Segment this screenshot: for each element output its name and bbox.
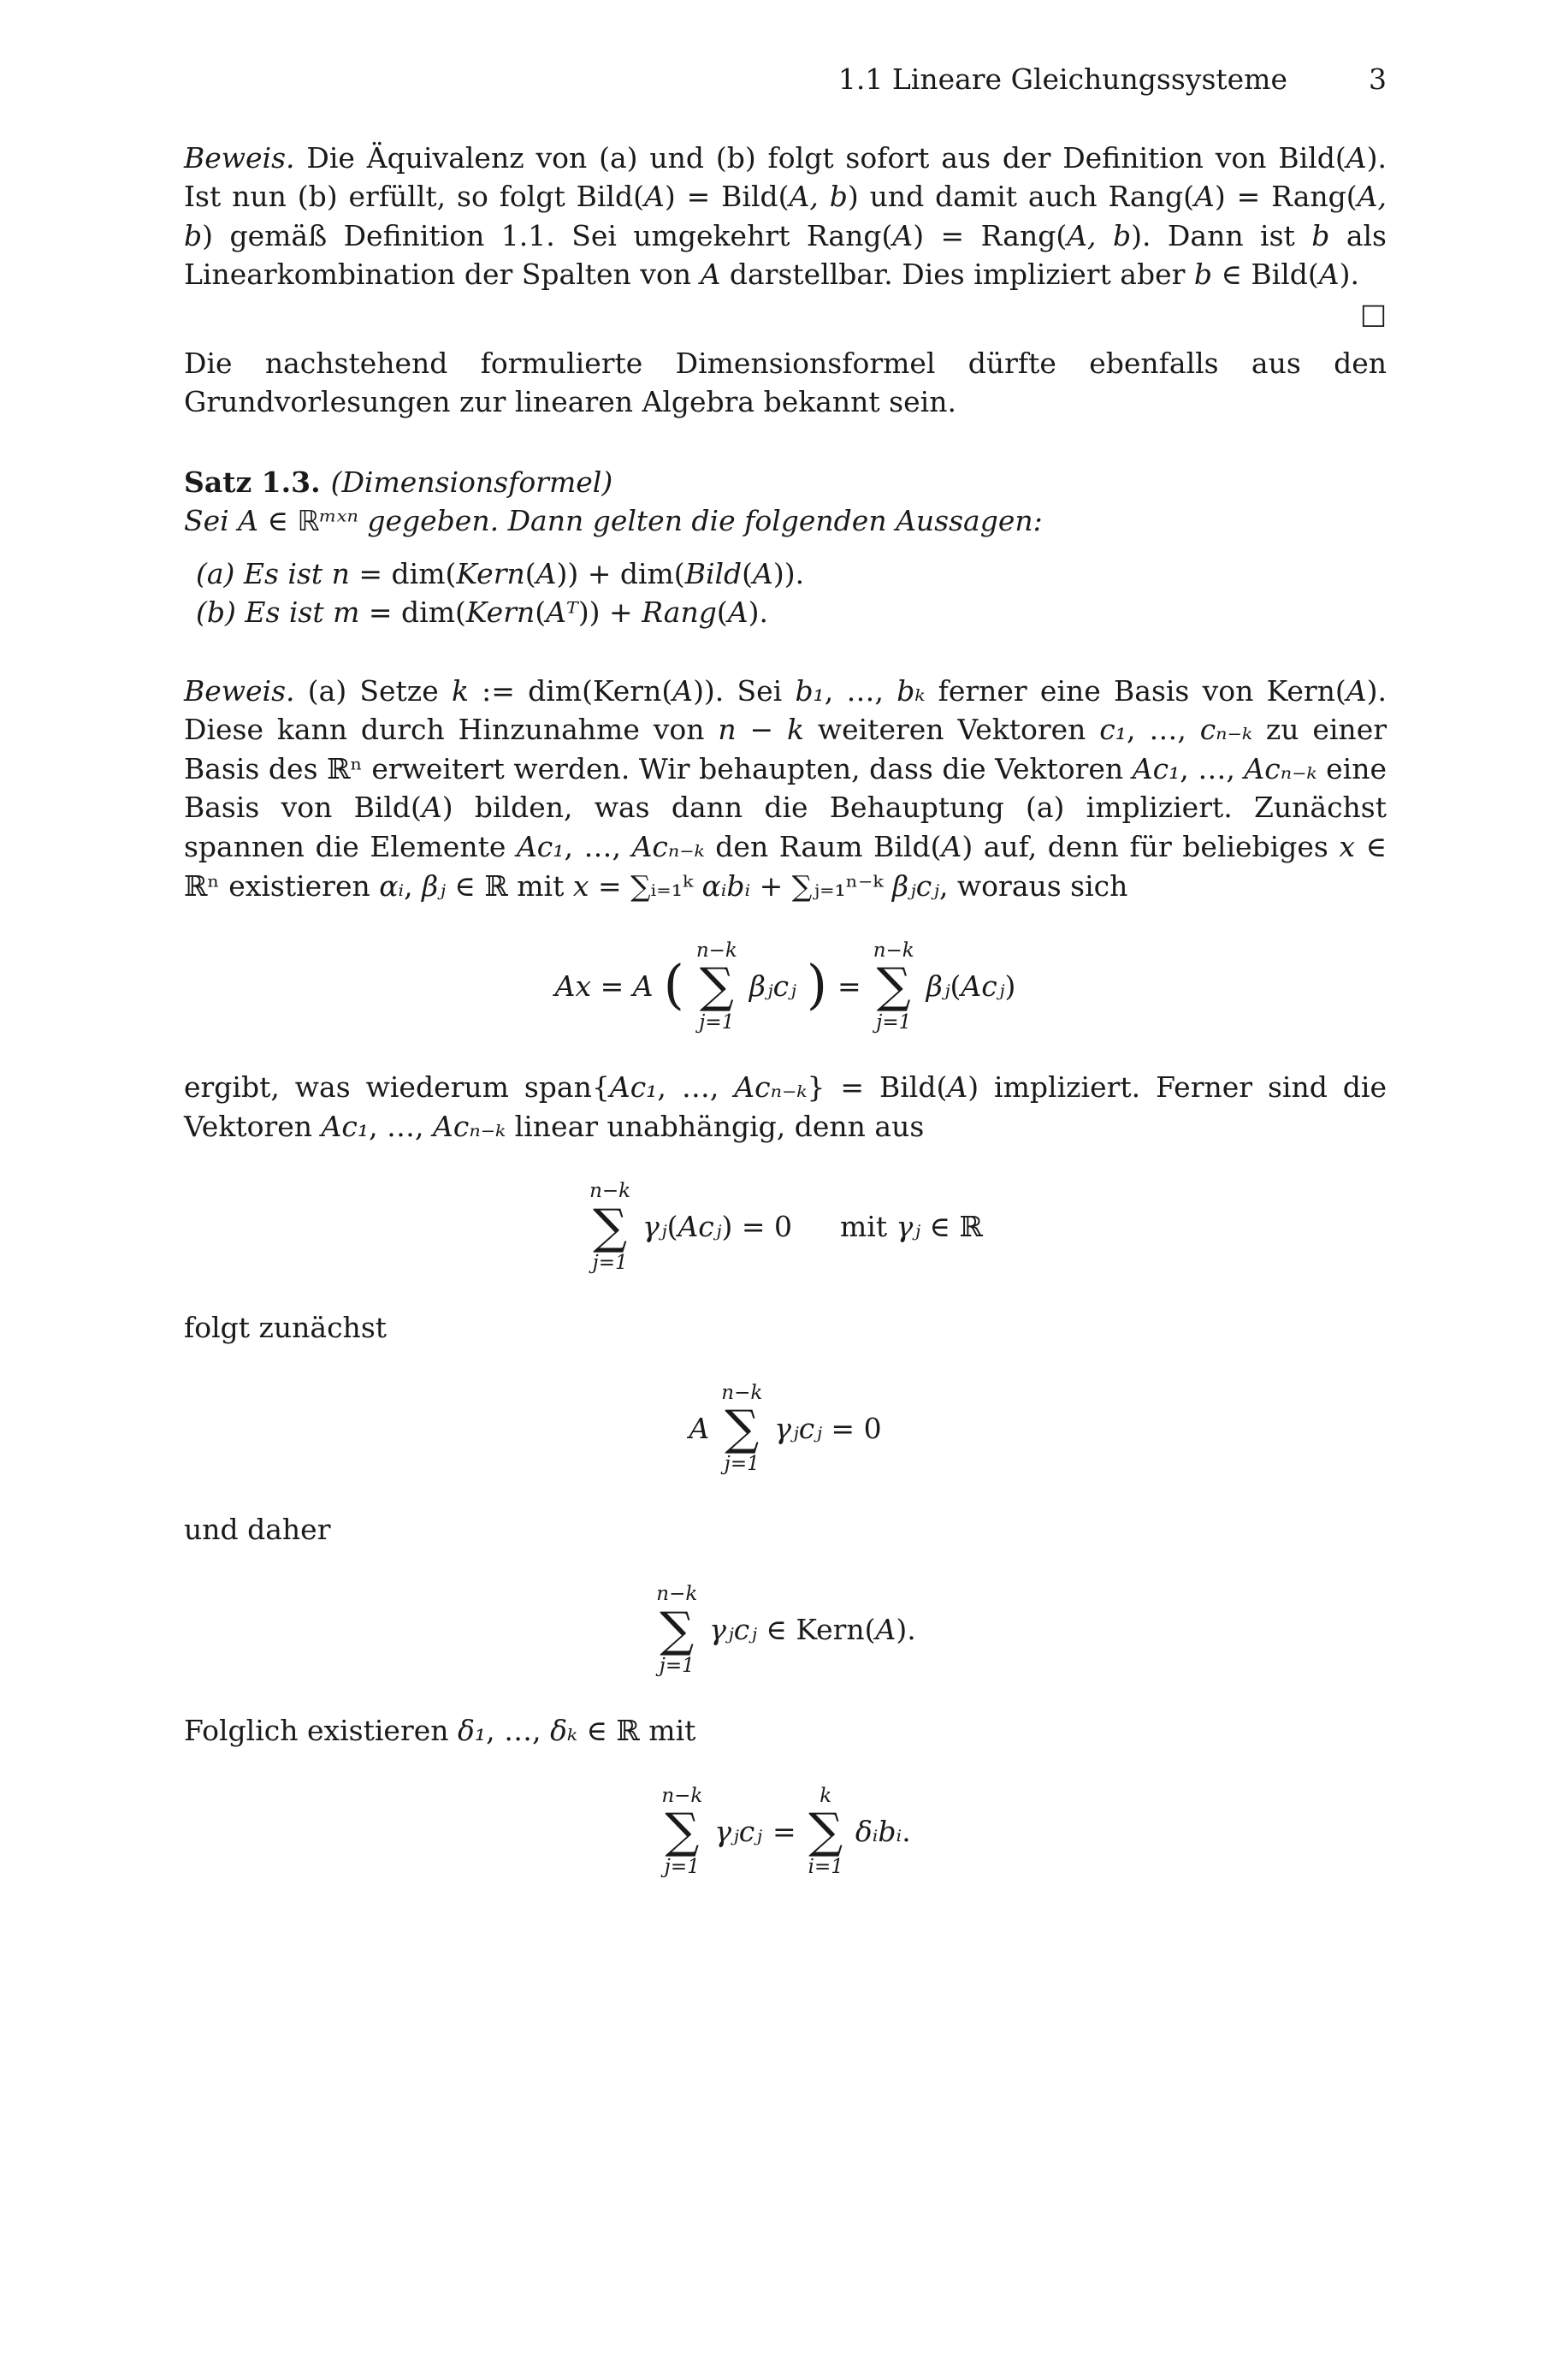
summation-operator xyxy=(696,939,737,1034)
summation-operator xyxy=(661,1785,702,1879)
display-equation-5 xyxy=(184,1785,1387,1879)
sigma-icon: ∑ xyxy=(665,1804,700,1860)
sigma-icon: ∑ xyxy=(808,1804,843,1860)
summation-operator xyxy=(873,939,914,1034)
theorem-label: Satz 1.3. xyxy=(184,465,321,499)
theorem-block xyxy=(184,463,1387,632)
display-equation-1: Ax = A ( n−k ∑ j=1 βⱼcⱼ ) = n−k ∑ j=1 βⱼ(Acⱼ) xyxy=(554,939,1016,1034)
page-header xyxy=(184,60,1387,99)
between-paragraph: ergibt, was wiederum span{Ac₁, …, Acₙ₋ₖ} = Bild(A) impliziert. Ferner sind die Vektoren Ac₁, …, Acₙ₋ₖ linear unabhängig, denn aus xyxy=(184,1070,1388,1143)
theorem-title: (Dimensionsformel) xyxy=(330,465,613,499)
qed-symbol: □ xyxy=(1359,296,1387,330)
eq1-term-1: βⱼcⱼ xyxy=(748,969,796,1004)
eq5-term-2: δᵢbᵢ. xyxy=(855,1814,911,1848)
display-equation-2 xyxy=(184,1180,1387,1274)
sum-upper-limit: n−k xyxy=(661,1784,703,1807)
theorem-lead: Sei A ∈ ℝᵐˣⁿ gegeben. Dann gelten die folgenden Aussagen: xyxy=(184,504,1043,538)
theorem-item-a: (a) Es ist n = dim(Kern(A)) + dim(Bild(A)). xyxy=(196,556,805,590)
sum-lower-limit: j=1 xyxy=(724,1453,760,1476)
sum-lower-limit: j=1 xyxy=(592,1251,628,1274)
eq2-condition: mit γⱼ ∈ ℝ xyxy=(839,1210,983,1244)
intro-paragraph: Die nachstehend formulierte Dimensionsformel dürfte ebenfalls aus den Grundvorlesungen zur linearen Algebra bekannt sein. xyxy=(184,346,1387,419)
sigma-icon: ∑ xyxy=(593,1199,628,1255)
sigma-icon: ∑ xyxy=(660,1602,695,1658)
eq5-equals: = xyxy=(772,1814,796,1848)
summation-operator xyxy=(656,1583,697,1677)
eq3-prefix: A xyxy=(689,1411,710,1445)
eq1-term-2: βⱼ(Acⱼ) xyxy=(926,969,1016,1004)
eq2-term: γⱼ(Acⱼ) = 0 xyxy=(642,1210,792,1244)
sum-upper-limit: k xyxy=(820,1784,832,1807)
sigma-icon: ∑ xyxy=(876,958,911,1015)
display-equation-4 xyxy=(184,1583,1387,1677)
summation-operator xyxy=(721,1382,762,1476)
proof-paragraph xyxy=(184,139,1387,330)
sigma-icon: ∑ xyxy=(725,1401,760,1457)
folgt-line: folgt zunächst xyxy=(184,1311,388,1345)
theorem-heading xyxy=(184,463,1387,502)
eq1-equals: = xyxy=(837,969,861,1004)
sum-upper-limit: n−k xyxy=(589,1180,631,1203)
proof-a-paragraph: Beweis. (a) Setze k := dim(Kern(A)). Sei b₁, …, bₖ ferner eine Basis von Kern(A). Diese kann durch Hinzunahme von n − k weiteren Vektoren c₁, …, cₙ₋ₖ zu einer Basis des ℝⁿ erweitert werden. Wir behaupten, dass die Vektoren Ac₁, …, Acₙ₋ₖ eine Basis von Bild(A) bilden, was dann die Behauptung (a) impliziert. Zunächst spannen die Elemente Ac₁, …, Acₙ₋ₖ den Raum Bild(A) auf, denn für beliebiges x ∈ ℝⁿ existieren αᵢ, βⱼ ∈ ℝ mit x = ∑ᵢ₌₁ᵏ αᵢbᵢ + ∑ⱼ₌₁ⁿ⁻ᵏ βⱼcⱼ, woraus sich xyxy=(184,673,1388,903)
display-equation-3 xyxy=(184,1382,1387,1476)
summation-operator xyxy=(589,1180,630,1274)
eq5-term-1: γⱼcⱼ xyxy=(714,1814,762,1848)
sum-lower-limit: j=1 xyxy=(664,1856,700,1879)
sum-lower-limit: i=1 xyxy=(808,1856,843,1879)
proof-paragraph-text: Beweis. Die Äquivalenz von (a) und (b) folgt sofort aus der Definition von Bild(A). Ist nun (b) erfüllt, so folgt Bild(A) = Bild(A, b) und damit auch Rang(A) = Rang(A, b) gemäß Definition 1.1. Sei umgekehrt Rang(A) = Rang(A, b). Dann ist b als Linearkombination der Spalten von A darstellbar. Dies impliziert aber b ∈ Bild(A). xyxy=(184,140,1387,292)
theorem-item-b: (b) Es ist m = dim(Kern(Aᵀ)) + Rang(A). xyxy=(196,595,768,630)
folglich-line: Folglich existieren δ₁, …, δₖ ∈ ℝ mit xyxy=(184,1714,696,1748)
sum-lower-limit: j=1 xyxy=(699,1010,735,1034)
sum-upper-limit: n−k xyxy=(873,939,914,963)
running-head-section: 1.1 Lineare Gleichungssysteme xyxy=(837,62,1287,96)
sum-upper-limit: n−k xyxy=(656,1583,698,1606)
eq1-lhs: Ax = A xyxy=(554,969,654,1004)
summation-operator xyxy=(808,1785,843,1879)
daher-line: und daher xyxy=(184,1512,331,1546)
eq3-term: γⱼcⱼ = 0 xyxy=(774,1411,882,1445)
sigma-icon: ∑ xyxy=(699,958,734,1015)
page-number: 3 xyxy=(1369,62,1387,96)
sum-upper-limit: n−k xyxy=(695,939,737,963)
sum-lower-limit: j=1 xyxy=(876,1010,912,1034)
sum-lower-limit: j=1 xyxy=(659,1654,695,1677)
sum-upper-limit: n−k xyxy=(721,1381,763,1404)
eq4-term: γⱼcⱼ ∈ Kern(A). xyxy=(709,1613,916,1647)
